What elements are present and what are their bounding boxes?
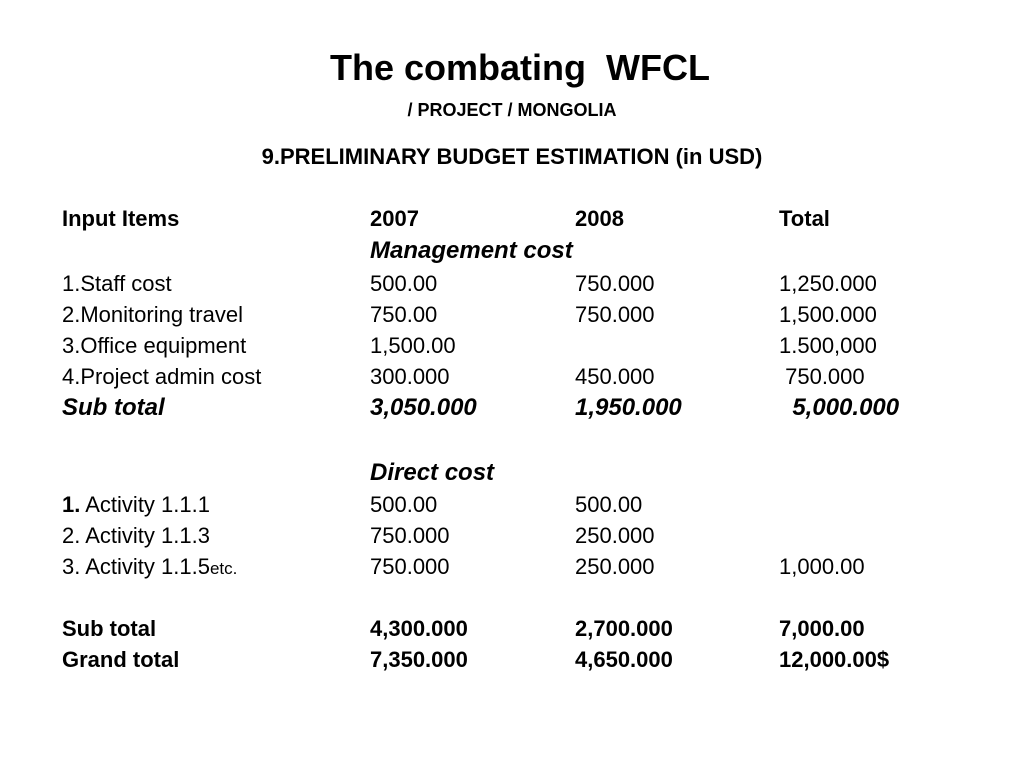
table-row-item: 1.Staff cost xyxy=(62,271,172,296)
table-cell-2007: 1,500.00 xyxy=(370,333,456,358)
direct-cost-label: Direct cost xyxy=(370,459,495,486)
table-cell-2008: 450.000 xyxy=(575,364,655,389)
table-cell-2007: 750.000 xyxy=(370,523,450,548)
table-row-item: 4.Project admin cost xyxy=(62,364,262,389)
table-cell-2007: 500.00 xyxy=(370,271,438,296)
management-subtotal-total: 5,000.000 xyxy=(779,394,900,421)
table-cell-total: 1,000.00 xyxy=(779,554,865,579)
direct-subtotal-2007: 4,300.000 xyxy=(370,616,468,641)
direct-subtotal-label: Sub total xyxy=(62,616,157,641)
direct-subtotal-2008: 2,700.000 xyxy=(575,616,673,641)
table-cell-2008: 250.000 xyxy=(575,554,655,579)
slide-subtitle: / PROJECT / MONGOLIA xyxy=(407,100,617,120)
table-row-item: 2. Activity 1.1.3 xyxy=(62,523,210,548)
table-cell-2008: 750.000 xyxy=(575,302,655,327)
table-cell-2008: 500.00 xyxy=(575,492,643,517)
table-row-item: 3.Office equipment xyxy=(62,333,247,358)
item-number: 1. xyxy=(62,492,81,517)
slide-title: The combating WFCL xyxy=(330,47,710,88)
table-cell-2007: 750.000 xyxy=(370,554,450,579)
item-suffix: etc. xyxy=(209,559,238,578)
col-header-total: Total xyxy=(779,206,830,231)
table-row-item: 2.Monitoring travel xyxy=(62,302,243,327)
grand-total-2007: 7,350.000 xyxy=(370,647,468,672)
table-cell-2007: 500.00 xyxy=(370,492,438,517)
table-cell-2008: 750.000 xyxy=(575,271,655,296)
management-subtotal-2008: 1,950.000 xyxy=(575,394,682,421)
table-row-item xyxy=(62,554,237,582)
table-row-item xyxy=(62,492,210,518)
management-cost-label: Management cost xyxy=(370,237,573,264)
management-subtotal-2007: 3,050.000 xyxy=(370,394,477,421)
col-header-input-items: Input Items xyxy=(62,206,180,231)
item-label: 3. Activity 1.1.5 xyxy=(62,554,210,579)
item-label: Activity 1.1.1 xyxy=(80,492,210,517)
grand-total-2008: 4,650.000 xyxy=(575,647,673,672)
table-cell-total: 750.000 xyxy=(779,364,865,389)
table-cell-total: 1,500.000 xyxy=(779,302,877,327)
col-header-2008: 2008 xyxy=(575,206,624,231)
management-subtotal-label: Sub total xyxy=(62,394,165,421)
table-cell-2007: 750.00 xyxy=(370,302,438,327)
table-cell-total: 1.500,000 xyxy=(779,333,877,358)
grand-total-label: Grand total xyxy=(62,647,180,672)
table-cell-total: 1,250.000 xyxy=(779,271,877,296)
table-cell-2007: 300.000 xyxy=(370,364,450,389)
table-cell-2008: 250.000 xyxy=(575,523,655,548)
col-header-2007: 2007 xyxy=(370,206,419,231)
direct-subtotal-total: 7,000.00 xyxy=(779,616,865,641)
section-heading: 9.PRELIMINARY BUDGET ESTIMATION (in USD) xyxy=(261,144,763,169)
grand-total-total: 12,000.00$ xyxy=(779,647,890,672)
